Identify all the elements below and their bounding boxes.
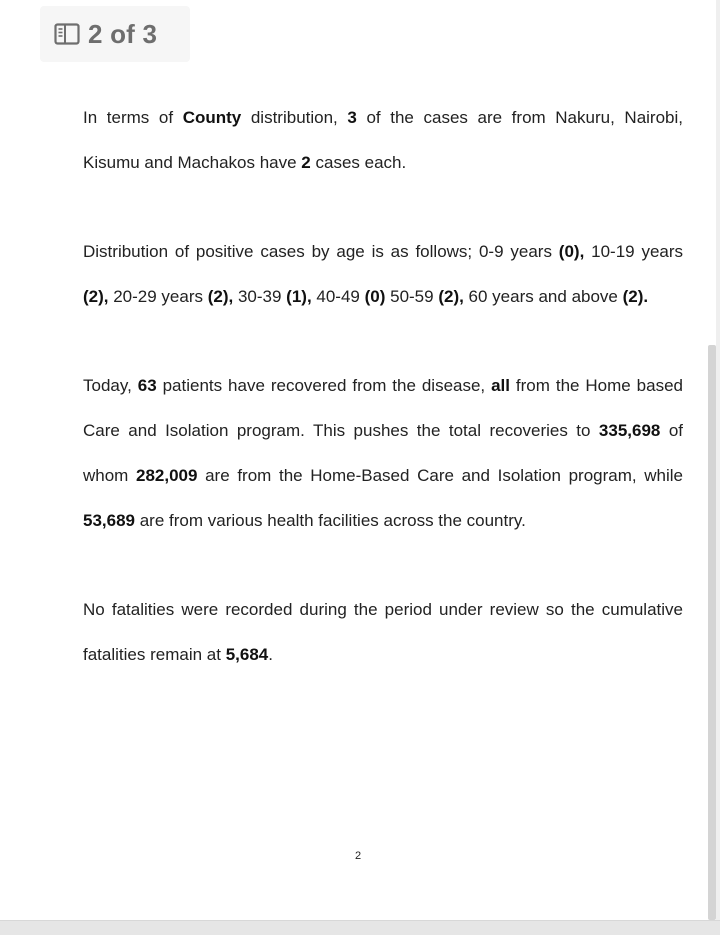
paragraph-county-distribution: In terms of County distribution, 3 of the cases are from Nakuru, Nairobi, Kisumu and Machakos have 2 cases each. [83,108,683,172]
vertical-scrollbar[interactable] [708,345,716,920]
paragraph-fatalities: No fatalities were recorded during the period under review so the cumulative fatalities remain at 5,684. [83,600,683,664]
page-view-icon [54,23,80,45]
paragraph-recoveries: Today, 63 patients have recovered from the disease, all from the Home based Care and Isolation program. This pushes the total recoveries to 335,698 of whom 282,009 are from the Home-Based Care and Isolation program, while 53,689 are from various health facilities across the country. [83,376,683,530]
page-indicator-label: 2 of 3 [88,18,158,49]
document-body [83,95,683,721]
page-number: 2 [355,850,362,862]
viewer-edge [716,0,720,935]
page-separator [0,920,720,935]
page-indicator[interactable] [40,6,190,62]
paragraph-age-distribution: Distribution of positive cases by age is as follows; 0-9 years (0), 10-19 years (2), 20-29 years (2), 30-39 (1), 40-49 (0) 50-59 (2), 60 years and above (2). [83,242,684,306]
